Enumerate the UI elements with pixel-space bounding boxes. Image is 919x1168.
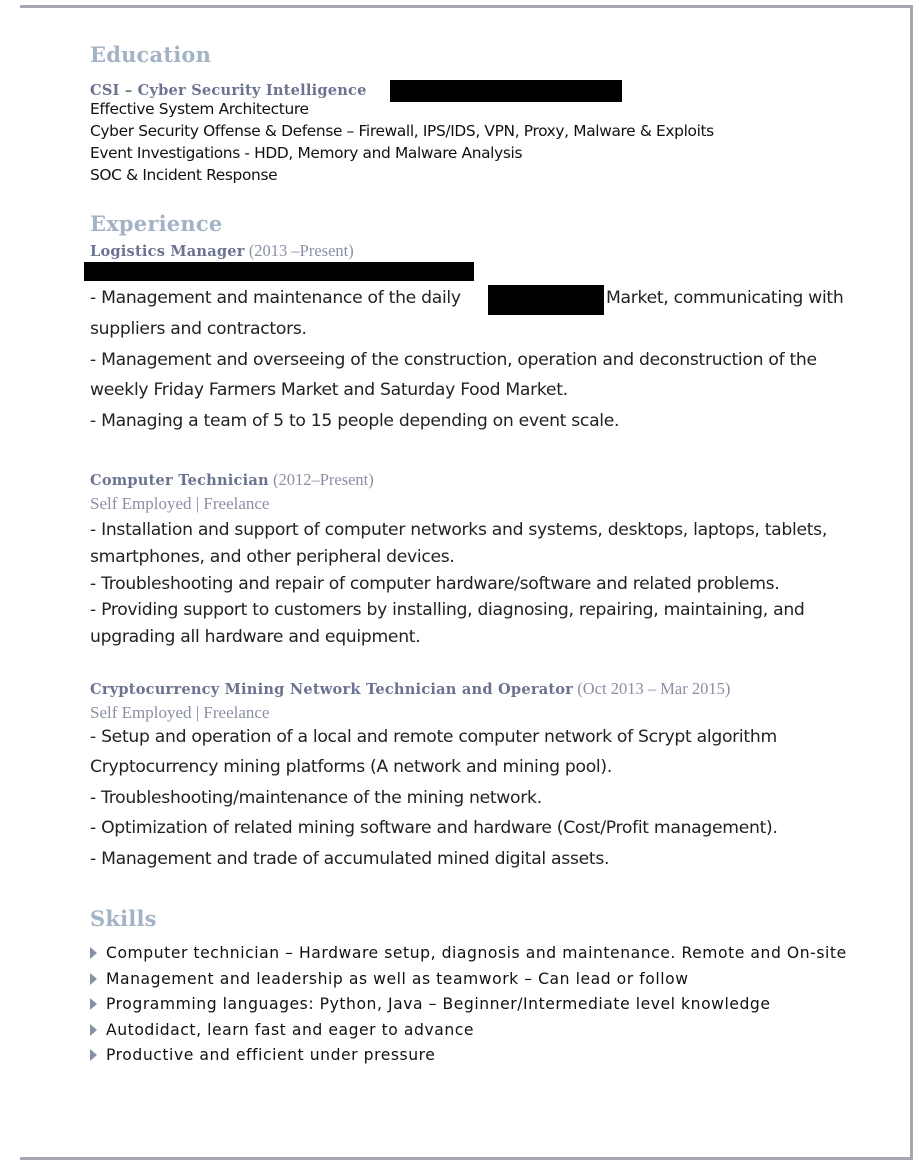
job-bullet: - Managing a team of 5 to 15 people depending on event scale. xyxy=(90,411,620,431)
job-subtitle: Self Employed | Freelance xyxy=(90,494,270,513)
job-bullet: - Troubleshooting and repair of computer hardware/software and related problems. xyxy=(90,574,780,594)
redaction-block xyxy=(84,262,474,281)
job-title-label: Logistics Manager xyxy=(90,243,245,260)
job-dates: (2013 –Present) xyxy=(244,241,354,260)
education-course: Cyber Security Offense & Defense – Firewall, IPS/IDS, VPN, Proxy, Malware & Exploits xyxy=(90,122,714,140)
education-course: SOC & Incident Response xyxy=(90,166,278,184)
skill-label: Management and leadership as well as teamwork – Can lead or follow xyxy=(106,970,689,988)
skill-item xyxy=(90,970,689,988)
skills-heading: Skills xyxy=(90,906,157,931)
redaction-block xyxy=(390,80,622,102)
triangle-bullet-icon xyxy=(90,1049,97,1061)
job-title-label: Computer Technician xyxy=(90,472,269,489)
job-title-computer-technician xyxy=(90,470,374,490)
education-program xyxy=(90,80,367,100)
job-bullet: - Management and maintenance of the daily xyxy=(90,288,461,308)
triangle-bullet-icon xyxy=(90,973,97,985)
skill-label: Computer technician – Hardware setup, diagnosis and maintenance. Remote and On-site xyxy=(106,944,847,962)
job-bullet: - Management and overseeing of the construction, operation and deconstruction of the xyxy=(90,350,817,370)
skill-item xyxy=(90,995,771,1013)
education-course: Effective System Architecture xyxy=(90,100,309,118)
job-bullet: - Setup and operation of a local and remote computer network of Scrypt algorithm xyxy=(90,727,777,747)
skill-label: Autodidact, learn fast and eager to advance xyxy=(106,1021,475,1039)
job-bullet: - Management and trade of accumulated mined digital assets. xyxy=(90,849,610,869)
education-heading: Education xyxy=(90,42,212,67)
skill-label: Productive and efficient under pressure xyxy=(106,1046,436,1064)
triangle-bullet-icon xyxy=(90,947,97,959)
job-bullet: smartphones, and other peripheral devices. xyxy=(90,547,455,567)
job-bullet: - Providing support to customers by installing, diagnosing, repairing, maintaining, and xyxy=(90,600,805,620)
job-bullet: - Optimization of related mining software and hardware (Cost/Profit management). xyxy=(90,818,778,838)
triangle-bullet-icon xyxy=(90,998,97,1010)
redaction-block xyxy=(488,285,604,315)
skill-item xyxy=(90,1046,435,1064)
job-title-crypto-technician xyxy=(90,679,730,699)
job-bullet: Cryptocurrency mining platforms (A network and mining pool). xyxy=(90,757,612,777)
triangle-bullet-icon xyxy=(90,1024,97,1036)
job-dates: (Oct 2013 – Mar 2015) xyxy=(573,679,731,698)
education-course: Event Investigations - HDD, Memory and Malware Analysis xyxy=(90,144,523,162)
job-bullet: - Troubleshooting/maintenance of the mining network. xyxy=(90,788,542,808)
education-program-label: CSI – Cyber Security Intelligence xyxy=(90,82,367,99)
job-bullet: upgrading all hardware and equipment. xyxy=(90,627,421,647)
job-dates: (2012–Present) xyxy=(268,470,374,489)
job-title-label: Cryptocurrency Mining Network Technician and Operator xyxy=(90,681,574,698)
skill-label: Programming languages: Python, Java – Beginner/Intermediate level knowledge xyxy=(106,995,771,1013)
skill-item xyxy=(90,944,847,962)
job-bullet: weekly Friday Farmers Market and Saturday Food Market. xyxy=(90,380,568,400)
job-bullet: Market, communicating with xyxy=(606,288,844,308)
job-bullet: suppliers and contractors. xyxy=(90,319,307,339)
skill-item xyxy=(90,1021,474,1039)
experience-heading: Experience xyxy=(90,211,223,236)
job-bullet: - Installation and support of computer networks and systems, desktops, laptops, tablets, xyxy=(90,520,827,540)
job-subtitle: Self Employed | Freelance xyxy=(90,703,270,722)
job-title-logistics xyxy=(90,241,354,261)
